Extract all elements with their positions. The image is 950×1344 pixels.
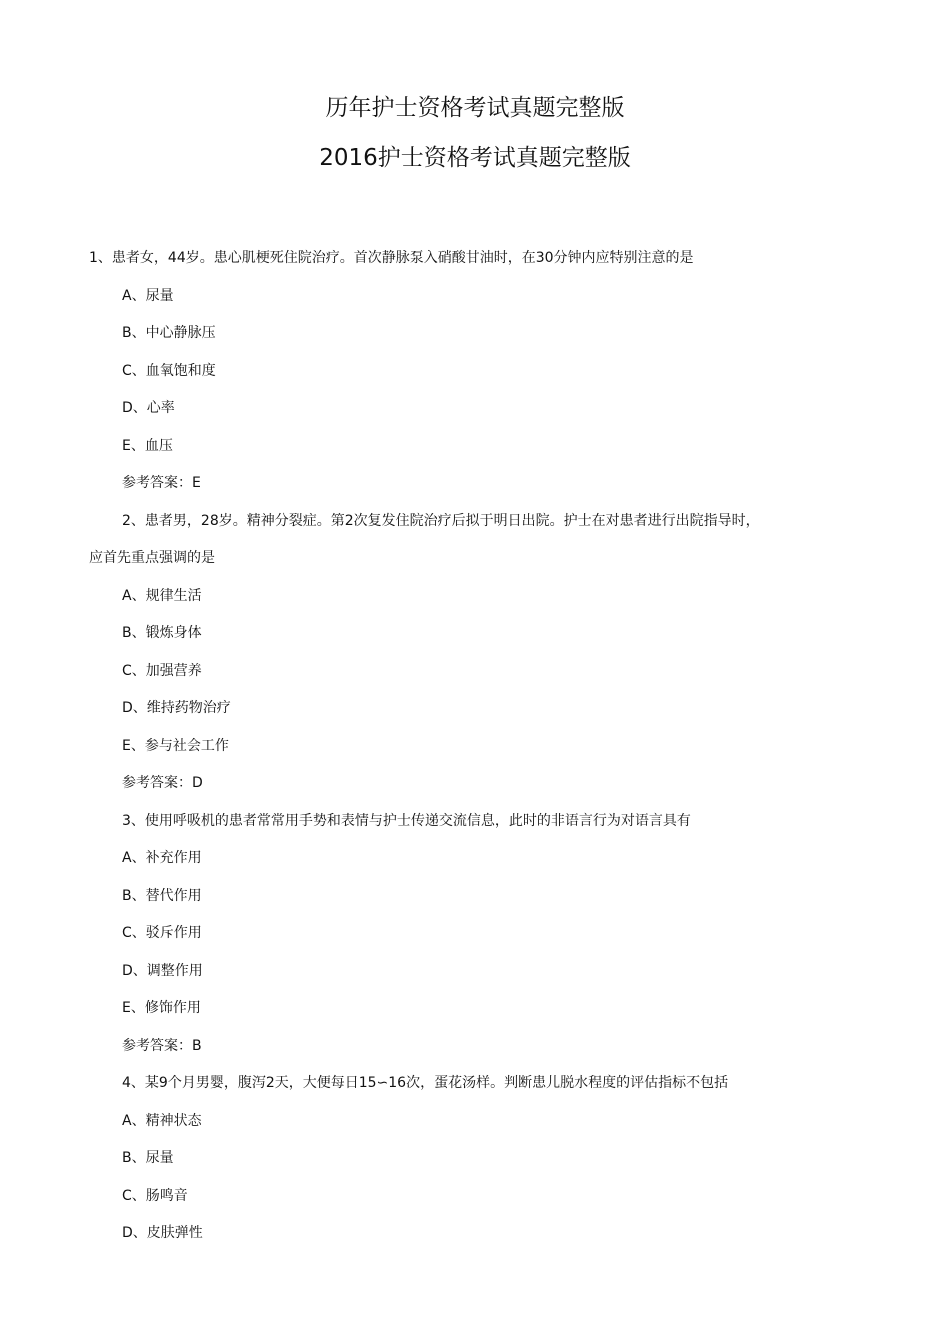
- question-1: [0, 240, 950, 503]
- option-d: D、维持药物治疗: [122, 700, 231, 716]
- option-c: C、驳斥作用: [122, 925, 202, 941]
- question-stem: 4、某9个月男婴，腹泻2天，大便每日15∽16次，蛋花汤样。判断患儿脱水程度的评估指标不包括: [122, 1075, 729, 1091]
- option-a: A、补充作用: [122, 850, 202, 866]
- question-stem: 2、患者男，28岁。精神分裂症。第2次复发住院治疗后拟于明日出院。护士在对患者进行出院指导时，: [122, 512, 760, 529]
- option-c: C、血氧饱和度: [122, 362, 216, 379]
- option-a: A、精神状态: [122, 1112, 202, 1129]
- document-title: 历年护士资格考试真题完整版: [325, 95, 625, 121]
- option-a: A、尿量: [122, 287, 174, 304]
- option-e: E、修饰作用: [122, 1000, 201, 1016]
- option-a: A、规律生活: [122, 587, 202, 604]
- option-d: D、皮肤弹性: [122, 1225, 203, 1241]
- option-e: E、血压: [122, 437, 173, 454]
- option-d: D、心率: [122, 400, 175, 416]
- question-stem: 1、患者女，44岁。患心肌梗死住院治疗。首次静脉泵入硝酸甘油时，在30分钟内应特别注意的是: [89, 250, 694, 266]
- option-e: E、参与社会工作: [122, 737, 229, 754]
- question-2: [0, 503, 950, 803]
- reference-answer: 参考答案：D: [122, 775, 203, 791]
- option-c: C、加强营养: [122, 662, 202, 679]
- question-stem: 3、使用呼吸机的患者常常用手势和表情与护士传递交流信息，此时的非语言行为对语言具有: [122, 812, 691, 829]
- question-4: [0, 1065, 950, 1253]
- option-b: B、尿量: [122, 1150, 174, 1166]
- option-b: B、替代作用: [122, 887, 202, 904]
- option-d: D、调整作用: [122, 962, 203, 979]
- option-b: B、中心静脉压: [122, 325, 216, 341]
- option-b: B、锻炼身体: [122, 625, 202, 641]
- document-subtitle: 2016护士资格考试真题完整版: [319, 145, 631, 171]
- question-3: [0, 803, 950, 1066]
- option-c: C、肠鸣音: [122, 1187, 188, 1204]
- question-stem-continued: 应首先重点强调的是: [89, 550, 215, 566]
- reference-answer: 参考答案：E: [122, 475, 201, 491]
- question-list: [0, 240, 950, 1253]
- reference-answer: 参考答案：B: [122, 1037, 202, 1054]
